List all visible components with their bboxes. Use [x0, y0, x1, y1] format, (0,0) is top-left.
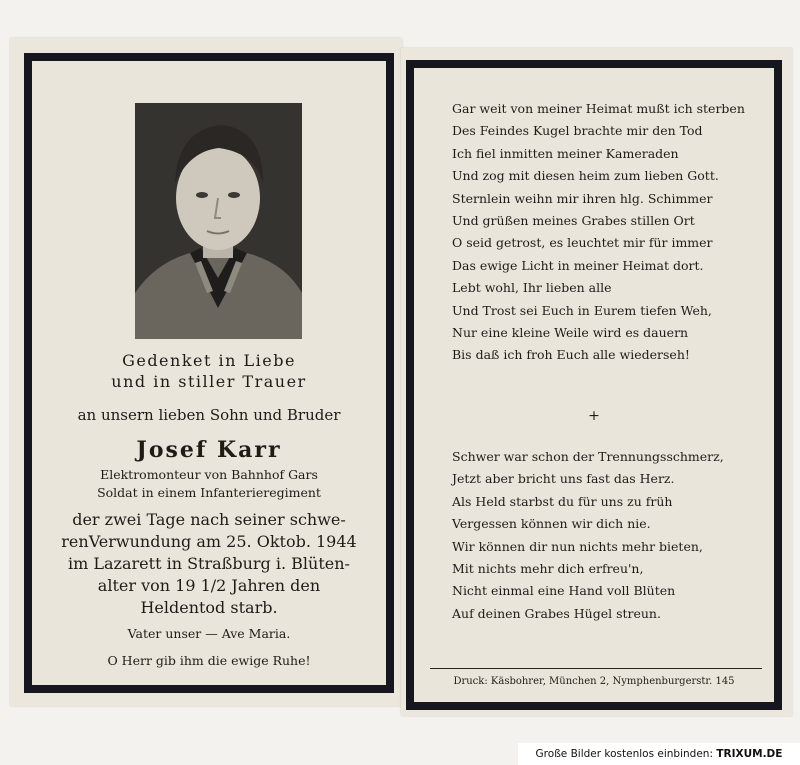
poem-line: Mit nichts mehr dich erfreu'n,	[452, 561, 644, 577]
portrait-photo	[135, 103, 302, 339]
poem-line: Wir können dir nun nichts mehr bieten,	[452, 538, 703, 554]
poem-first	[452, 98, 745, 367]
poem-line: Jetzt aber bricht uns fast das Herz.	[452, 471, 675, 487]
mourning-frame-right	[406, 60, 782, 710]
death-line-5: Heldentod starb.	[140, 598, 278, 617]
poem-line: Vergessen können wir dich nie.	[452, 516, 651, 532]
printer-credit: Druck: Käsbohrer, München 2, Nymphenburgerstr. 145	[453, 676, 735, 687]
heading-line-2: und in stiller Trauer	[111, 372, 307, 391]
unit-line: Soldat in einem Infanterieregiment	[97, 485, 321, 500]
occupation-line: Elektromonteur von Bahnhof Gars	[100, 467, 318, 482]
heading-line-1: Gedenket in Liebe	[122, 351, 296, 370]
death-line-2: renVerwundung am 25. Oktob. 1944	[61, 532, 357, 551]
cross-icon: +	[588, 408, 600, 424]
poem-line: Sternlein weihn mir ihren hlg. Schimmer	[452, 190, 713, 206]
poem-line: Das ewige Licht in meiner Heimat dort.	[452, 257, 704, 273]
poem-line: Als Held starbst du für uns zu früh	[452, 493, 673, 509]
poem-line: Gar weit von meiner Heimat mußt ich sterben	[452, 101, 745, 116]
poem-line: Bis daß ich froh Euch alle wiederseh!	[452, 347, 690, 363]
prayer-line: Vater unser — Ave Maria.	[127, 626, 291, 641]
death-text	[32, 509, 386, 619]
poem-line: Lebt wohl, Ihr lieben alle	[452, 280, 612, 296]
memorial-card-left-page	[10, 38, 402, 706]
poem-line: Auf deinen Grabes Hügel streun.	[452, 605, 661, 621]
poem-line: Und zog mit diesen heim zum lieben Gott.	[452, 168, 719, 184]
poem-line: O seid getrost, es leuchtet mir für immer	[452, 235, 713, 251]
relation-line: an unsern lieben Sohn und Bruder	[77, 406, 341, 424]
poem-line: Und Trost sei Euch in Eurem tiefen Weh,	[452, 302, 712, 318]
poem-line: Nicht einmal eine Hand voll Blüten	[452, 583, 676, 599]
printer-divider	[430, 668, 762, 669]
poem-line: Nur eine kleine Weile wird es dauern	[452, 325, 689, 341]
memorial-card-right-page	[401, 48, 792, 716]
mourning-frame-left	[24, 53, 394, 693]
watermark-brand[interactable]: TRIXUM.DE	[716, 748, 783, 760]
death-line-1: der zwei Tage nach seiner schwe-	[72, 510, 346, 529]
poem-line: Schwer war schon der Trennungsschmerz,	[452, 449, 724, 464]
poem-line: Ich fiel inmitten meiner Kameraden	[452, 145, 679, 161]
watermark-banner[interactable]	[518, 743, 800, 765]
death-line-4: alter von 19 1/2 Jahren den	[97, 576, 321, 595]
poem-line: Und grüßen meines Grabes stillen Ort	[452, 213, 695, 229]
death-line-3: im Lazarett in Straßburg i. Blüten-	[68, 554, 350, 573]
closing-line: O Herr gib ihm die ewige Ruhe!	[107, 653, 311, 668]
watermark-text: Große Bilder kostenlos einbinden:	[535, 748, 713, 760]
deceased-name: Josef Karr	[136, 437, 282, 463]
poem-line: Des Feindes Kugel brachte mir den Tod	[452, 123, 703, 139]
poem-second	[452, 446, 724, 625]
